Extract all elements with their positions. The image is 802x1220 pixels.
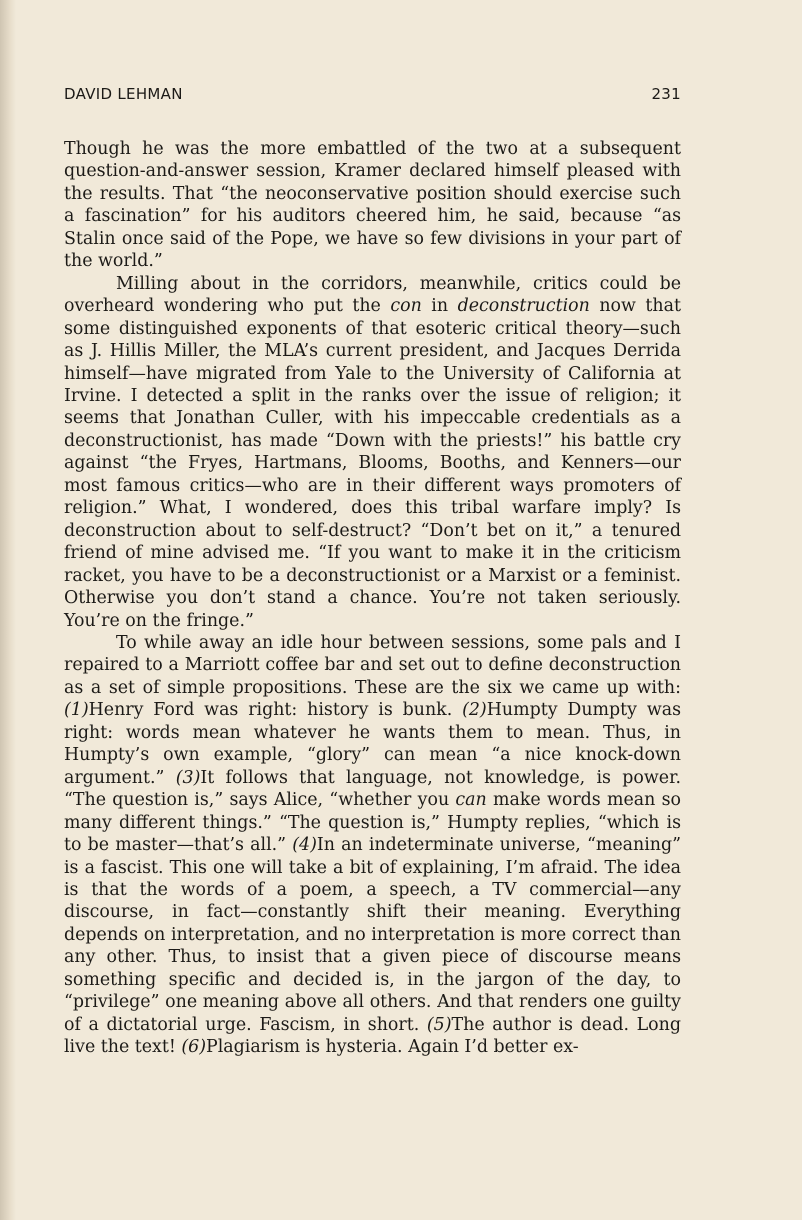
text-run: now that some distinguished exponents of that esoteric critical theory—such as J. Hillis Miller, the MLA’s current president, and Jacques Derrida himself—have migrated from Yale to the University of California at Irvine. I detected a split in the ranks over the issue of religion; it seems that Jonathan Culler, with his impeccable credentials as a deconstructionist, has made “Down with the priests!” his battle cry against “the Fryes, Hartmans, Blooms, Booths, and Kenners—our most famous critics—who are in their different ways promoters of religion.” What, I wondered, does this tribal warfare imply? Is deconstruction about to self-destruct? “Don’t bet on it,” a tenured friend of mine advised me. “If you want to make it in the criticism racket, you have to be a deconstructionist or a Marxist or a feminist. Otherwise you don’t stand a chance. You’re not taken seriously. You’re on the fringe.” — [64, 296, 681, 631]
text-run: Milling about in the corridors, meanwhile, critics could be overheard wondering who put the — [64, 273, 681, 317]
text-run: To while away an idle hour between sessions, some pals and I repaired to a Marriott coffee bar and set out to define deconstruction as a set of simple propositions. These are the six we came up with: — [64, 632, 681, 698]
text-run: Plagiarism is hysteria. Again I’d better ex- — [206, 1037, 579, 1058]
italic-text-run: con — [390, 296, 422, 317]
page-edge-shadow — [0, 0, 16, 1220]
page-number: 231 — [651, 85, 681, 103]
italic-text-run: deconstruction — [457, 296, 590, 317]
paragraph — [64, 273, 681, 632]
italic-text-run: can — [455, 790, 487, 811]
running-head-author: DAVID LEHMAN — [64, 85, 183, 103]
text-run: It follows that language, not knowledge, is power. “The question is,” says Alice, “whether you — [64, 767, 681, 811]
text-run: The author is dead. Long live the text! — [64, 1014, 681, 1058]
italic-text-run: (1) — [64, 700, 89, 721]
paragraph — [64, 632, 681, 1059]
italic-text-run: (4) — [292, 835, 317, 856]
body-text — [64, 138, 681, 1059]
italic-text-run: (5) — [426, 1014, 452, 1035]
running-header — [64, 85, 681, 109]
text-run: Though he was the more embattled of the two at a subsequent question-and-answer session, Kramer declared himself pleased with the results. That “the neoconservative position should exercise such a fascination” for his auditors cheered him, he said, because “as Stalin once said of the Pope, we have so few divisions in your part of the world.” — [64, 139, 681, 272]
paragraph — [64, 138, 681, 273]
italic-text-run: (2) — [462, 700, 487, 721]
text-run: in — [421, 296, 458, 317]
text-run: make words mean so many different things.” “The question is,” Humpty replies, “which is to be master—that’s all.” — [64, 790, 681, 856]
text-run: In an indeterminate universe, “meaning” is a fascist. This one will take a bit of explaining, I’m afraid. The idea is that the words of a poem, a speech, a TV commercial—any discourse, in fact—constantly shift their meaning. Everything depends on interpretation, and no interpretation is more correct than any other. Thus, to insist that a given piece of discourse means something specific and decided is, in the jargon of the day, to “privilege” one meaning above all others. And that renders one guilty of a dictatorial urge. Fascism, in short. — [64, 835, 681, 1035]
italic-text-run: (6) — [181, 1037, 207, 1058]
text-run: Henry Ford was right: history is bunk. — [88, 700, 463, 721]
italic-text-run: (3) — [175, 767, 201, 788]
text-run: Humpty Dumpty was right: words mean whatever he wants them to mean. Thus, in Humpty’s own example, “glory” can mean “a nice knock-down argument.” — [64, 700, 681, 788]
